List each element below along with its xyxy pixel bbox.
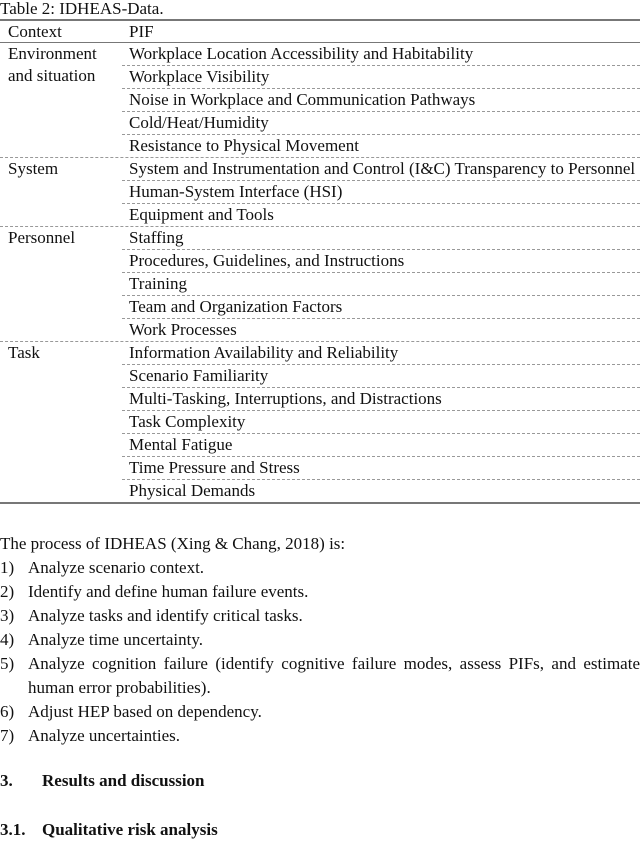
pif-cell: Cold/Heat/Humidity xyxy=(122,112,640,135)
pif-cell: Training xyxy=(122,273,640,296)
header-pif: PIF xyxy=(129,22,154,41)
pif-cell: Physical Demands xyxy=(129,481,256,500)
pif-cell: Equipment and Tools xyxy=(129,205,274,224)
section-title: Results and discussion xyxy=(42,771,205,790)
section-title: Qualitative risk analysis xyxy=(42,820,218,839)
step-number: 6) xyxy=(0,702,15,721)
step-text: Analyze cognition failure (identify cognitive failure modes, assess PIFs, and estimate human error probabilities). xyxy=(28,654,640,697)
context-group xyxy=(0,158,640,227)
step-text: Analyze time uncertainty. xyxy=(28,630,203,649)
intro-paragraph: The process of IDHEAS (Xing & Chang, 2018) is: xyxy=(0,534,346,553)
step-number: 1) xyxy=(0,558,15,577)
step-number: 7) xyxy=(0,726,15,745)
pif-cell: Information Availability and Reliability xyxy=(122,342,640,365)
step-number: 5) xyxy=(0,654,15,673)
pif-cell: Mental Fatigue xyxy=(122,434,640,457)
step-number: 4) xyxy=(0,630,15,649)
pif-cell: Human-System Interface (HSI) xyxy=(122,181,640,204)
pif-cell: Workplace Visibility xyxy=(122,66,640,89)
context-cell: Environment and situation xyxy=(8,44,97,85)
pif-cell: Multi-Tasking, Interruptions, and Distractions xyxy=(122,388,640,411)
step-text: Analyze tasks and identify critical tasks. xyxy=(28,606,303,625)
pif-cell: Noise in Workplace and Communication Pathways xyxy=(122,89,640,112)
step-number: 3) xyxy=(0,606,15,625)
pif-cell: Team and Organization Factors xyxy=(122,296,640,319)
pif-cell: Scenario Familiarity xyxy=(122,365,640,388)
context-cell: Task xyxy=(8,343,40,362)
context-group xyxy=(0,342,640,502)
context-group xyxy=(0,43,640,158)
pif-cell: Staffing xyxy=(122,227,640,250)
step-number: 2) xyxy=(0,582,15,601)
context-cell: Personnel xyxy=(8,228,76,247)
step-text: Identify and define human failure events. xyxy=(28,582,309,601)
pif-cell: Procedures, Guidelines, and Instructions xyxy=(122,250,640,273)
table-caption: Table 2: IDHEAS-Data. xyxy=(0,0,164,18)
pif-cell: Time Pressure and Stress xyxy=(122,457,640,480)
context-cell: System xyxy=(8,159,59,178)
idheas-data-table xyxy=(0,19,640,504)
step-text: Adjust HEP based on dependency. xyxy=(28,702,262,721)
pif-cell: Task Complexity xyxy=(122,411,640,434)
pif-cell: System and Instrumentation and Control (I&C) Transparency to Personnel xyxy=(122,158,640,181)
pif-cell: Workplace Location Accessibility and Habitability xyxy=(122,43,640,66)
table-header-row xyxy=(0,21,640,43)
step-text: Analyze uncertainties. xyxy=(28,726,180,745)
context-group xyxy=(0,227,640,342)
step-text: Analyze scenario context. xyxy=(28,558,205,577)
section-number: 3. xyxy=(0,771,13,790)
section-number: 3.1. xyxy=(0,820,26,839)
pif-cell: Work Processes xyxy=(129,320,237,339)
pif-cell: Resistance to Physical Movement xyxy=(129,136,359,155)
header-context: Context xyxy=(8,22,62,41)
